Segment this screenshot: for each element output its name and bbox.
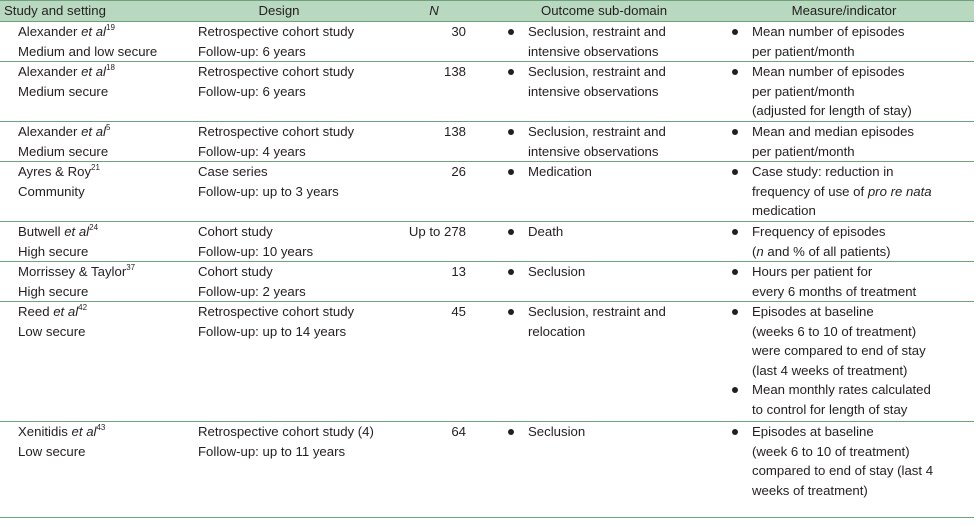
design-type: Cohort study <box>198 224 273 239</box>
measure-line: Mean monthly rates calculated <box>752 382 931 397</box>
measure-line: compared to end of stay (last 4 <box>752 463 934 478</box>
outcome-line: Seclusion, restraint and <box>528 64 666 79</box>
measure-bullet <box>728 162 970 221</box>
study-setting: Medium secure <box>18 143 109 159</box>
study-author: Alexander <box>18 124 78 139</box>
measure-line: (adjusted for length of stay) <box>752 103 912 118</box>
table-row <box>0 222 974 262</box>
study-ref: 42 <box>78 303 88 312</box>
outcome-line: Medication <box>528 164 592 179</box>
study-author: Butwell <box>18 224 61 239</box>
table-row <box>0 302 974 422</box>
outcome-line: Seclusion <box>528 424 586 439</box>
n-cell: 138 <box>374 122 494 162</box>
study-cell <box>0 162 184 222</box>
design-cell <box>184 302 374 422</box>
study-cell <box>0 62 184 122</box>
measure-line: per patient/month <box>752 143 855 159</box>
outcome-line: intensive observations <box>528 43 659 59</box>
study-author-line <box>18 62 180 82</box>
measure-bullet <box>728 302 970 380</box>
study-etal: et al <box>64 224 90 239</box>
outcome-bullet <box>504 62 710 101</box>
table-row <box>0 122 974 162</box>
measure-line: per patient/month <box>752 83 855 99</box>
table-row <box>0 422 974 518</box>
study-ref: 18 <box>106 63 115 72</box>
table-row <box>0 22 974 62</box>
measure-bullet <box>728 380 970 419</box>
study-setting: Medium and low secure <box>18 43 158 59</box>
n-cell: 45 <box>374 302 494 422</box>
design-cell <box>184 422 374 518</box>
design-type: Cohort study <box>198 264 273 279</box>
study-setting: High secure <box>18 243 89 259</box>
study-cell <box>0 122 184 162</box>
outcome-line: intensive observations <box>528 83 659 99</box>
outcome-line: Death <box>528 224 564 239</box>
study-setting: Medium secure <box>18 83 109 99</box>
outcome-cell <box>494 222 714 262</box>
study-author-line <box>18 222 180 242</box>
measure-cell <box>714 222 974 262</box>
study-author-line <box>18 22 180 42</box>
measure-line: Episodes at baseline <box>752 304 874 319</box>
measure-cell <box>714 22 974 62</box>
measure-line <box>752 182 970 202</box>
header-row <box>0 1 974 22</box>
header-outcome: Outcome sub-domain <box>494 1 714 22</box>
design-followup: Follow-up: 6 years <box>198 83 306 99</box>
study-cell <box>0 422 184 518</box>
outcome-cell <box>494 302 714 422</box>
measure-italic: n <box>756 243 764 259</box>
design-type: Case series <box>198 164 268 179</box>
measure-line: Mean number of episodes <box>752 24 905 39</box>
measure-cell <box>714 122 974 162</box>
outcome-cell <box>494 62 714 122</box>
outcome-line: Seclusion, restraint and <box>528 304 666 319</box>
design-type: Retrospective cohort study (4) <box>198 424 374 439</box>
outcome-line: intensive observations <box>528 143 659 159</box>
outcome-line: Seclusion, restraint and <box>528 24 666 39</box>
measure-line: Episodes at baseline <box>752 424 874 439</box>
study-author: Xenitidis <box>18 424 68 439</box>
study-author: Reed <box>18 304 50 319</box>
measure-line: Mean and median episodes <box>752 124 915 139</box>
measure-line <box>752 242 970 262</box>
outcome-cell <box>494 162 714 222</box>
study-author: Morrissey & Taylor <box>18 264 127 279</box>
design-followup: Follow-up: up to 11 years <box>198 443 346 459</box>
measure-line: were compared to end of stay <box>752 343 926 358</box>
study-etal: et al <box>81 124 106 139</box>
design-followup: Follow-up: up to 14 years <box>198 323 347 339</box>
measure-text: and % of all patients) <box>763 243 891 259</box>
n-cell: 64 <box>374 422 494 518</box>
n-cell: 138 <box>374 62 494 122</box>
outcome-bullet <box>504 162 710 182</box>
study-cell <box>0 262 184 302</box>
n-cell: 26 <box>374 162 494 222</box>
outcome-bullet <box>504 122 710 161</box>
study-ref: 37 <box>126 263 136 272</box>
study-author-line <box>18 302 180 322</box>
study-author: Ayres & Roy <box>18 164 92 179</box>
measure-text: ( <box>752 243 757 259</box>
measure-bullet <box>728 422 970 500</box>
study-ref: 24 <box>89 223 99 232</box>
measure-bullet <box>728 222 970 261</box>
measure-bullet <box>728 262 970 301</box>
measure-line: weeks of treatment) <box>752 482 868 498</box>
measure-line: (weeks 6 to 10 of treatment) <box>752 323 917 339</box>
measure-cell <box>714 302 974 422</box>
design-type: Retrospective cohort study <box>198 64 355 79</box>
design-followup: Follow-up: up to 3 years <box>198 183 339 199</box>
design-followup: Follow-up: 4 years <box>198 143 306 159</box>
table-row <box>0 162 974 222</box>
design-followup: Follow-up: 6 years <box>198 43 306 59</box>
measure-line: (week 6 to 10 of treatment) <box>752 443 910 459</box>
measure-bullet <box>728 22 970 61</box>
design-cell <box>184 22 374 62</box>
outcome-line: Seclusion <box>528 264 586 279</box>
study-setting: High secure <box>18 283 89 299</box>
study-setting: Low secure <box>18 443 86 459</box>
study-setting: Community <box>18 183 85 199</box>
study-ref: 5 <box>106 123 111 132</box>
measure-line: Mean number of episodes <box>752 64 905 79</box>
measure-line: per patient/month <box>752 43 855 59</box>
study-author: Alexander <box>18 64 78 79</box>
measure-bullet <box>728 122 970 161</box>
outcome-bullet <box>504 302 710 341</box>
outcome-bullet <box>504 22 710 61</box>
study-ref: 19 <box>106 23 115 32</box>
measure-line: medication <box>752 203 816 218</box>
n-cell: 30 <box>374 22 494 62</box>
design-type: Retrospective cohort study <box>198 304 355 319</box>
study-author-line <box>18 122 180 142</box>
header-study: Study and setting <box>0 1 184 22</box>
header-measure: Measure/indicator <box>714 1 974 22</box>
outcome-cell <box>494 422 714 518</box>
measure-italic: pro re nata <box>867 183 932 199</box>
measure-text: frequency of use of <box>752 183 868 199</box>
study-author-line <box>18 262 180 282</box>
outcome-line: Seclusion, restraint and <box>528 124 666 139</box>
study-author-line <box>18 422 180 442</box>
measure-cell <box>714 162 974 222</box>
table-row <box>0 62 974 122</box>
measure-line: Frequency of episodes <box>752 224 886 239</box>
study-author: Alexander <box>18 24 78 39</box>
measure-line: to control for length of stay <box>752 401 908 417</box>
study-cell <box>0 222 184 262</box>
design-followup: Follow-up: 2 years <box>198 283 306 299</box>
header-n: N <box>374 1 494 22</box>
design-followup: Follow-up: 10 years <box>198 243 314 259</box>
study-author-line <box>18 162 180 182</box>
outcome-bullet <box>504 422 710 442</box>
outcome-cell <box>494 122 714 162</box>
study-etal: et al <box>71 424 97 439</box>
n-cell: Up to 278 <box>374 222 494 262</box>
measure-bullet <box>728 62 970 121</box>
measure-line: every 6 months of treatment <box>752 283 917 299</box>
n-cell: 13 <box>374 262 494 302</box>
outcome-bullet <box>504 262 710 282</box>
design-cell <box>184 62 374 122</box>
design-type: Retrospective cohort study <box>198 124 355 139</box>
measure-cell <box>714 262 974 302</box>
study-ref: 21 <box>91 163 100 172</box>
study-etal: et al <box>81 64 106 79</box>
measure-cell <box>714 422 974 518</box>
study-cell <box>0 302 184 422</box>
table-row <box>0 262 974 302</box>
design-cell <box>184 162 374 222</box>
outcome-bullet <box>504 222 710 242</box>
measure-line: Hours per patient for <box>752 264 873 279</box>
design-cell <box>184 262 374 302</box>
design-type: Retrospective cohort study <box>198 24 355 39</box>
outcome-line: relocation <box>528 323 586 339</box>
design-cell <box>184 122 374 162</box>
measure-line: (last 4 weeks of treatment) <box>752 362 908 378</box>
header-design: Design <box>184 1 374 22</box>
study-ref: 43 <box>96 423 106 432</box>
study-setting: Low secure <box>18 323 86 339</box>
outcome-cell <box>494 262 714 302</box>
study-etal: et al <box>53 304 79 319</box>
measure-cell <box>714 62 974 122</box>
design-cell <box>184 222 374 262</box>
study-cell <box>0 22 184 62</box>
outcome-cell <box>494 22 714 62</box>
study-etal: et al <box>81 24 106 39</box>
measure-line: Case study: reduction in <box>752 164 894 179</box>
